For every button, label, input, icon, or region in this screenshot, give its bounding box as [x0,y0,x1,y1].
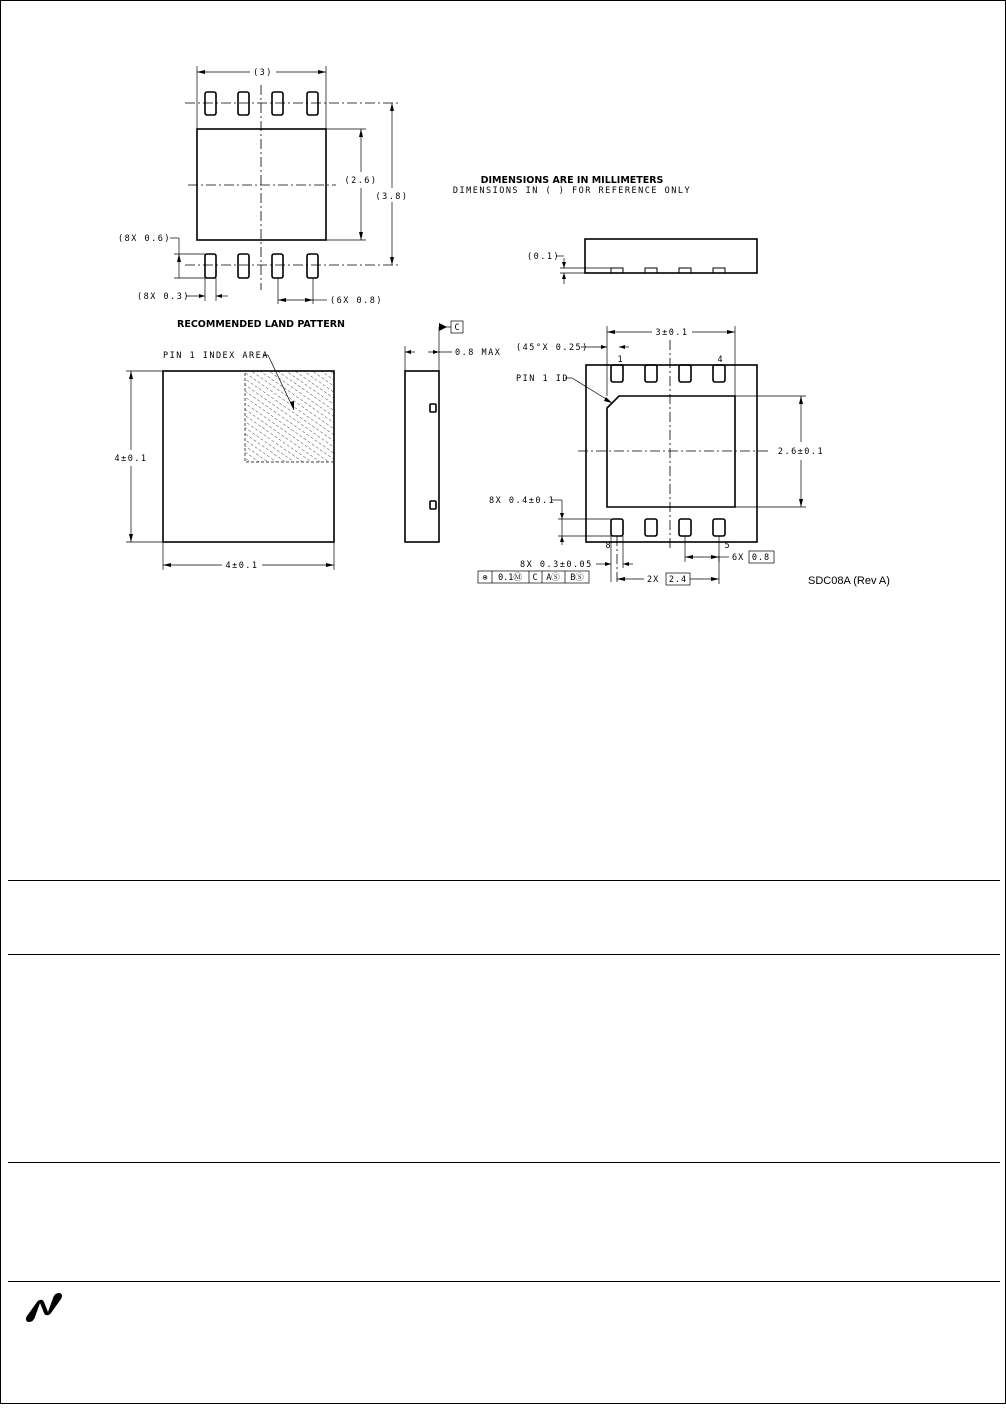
land-pad [272,92,283,115]
land-pad [238,254,249,278]
dim-pin-width: 8X 0.3±0.05 [520,560,593,570]
dim-span-prefix: 2X [647,575,660,585]
top-view [114,351,334,571]
pin1-index-label: PIN 1 INDEX AREA [163,351,269,361]
dim-top-height: 4±0.1 [114,454,148,464]
pin-number-1: 1 [617,355,623,365]
dim-land-pad-height: (2.6) [344,176,378,186]
dim-land-pad-width: (8X 0.3) [137,292,190,302]
tol-datum-a: AⓈ [546,573,560,583]
pin-number-4: 4 [717,355,723,365]
pin [645,519,657,536]
land-pattern-title: RECOMMENDED LAND PATTERN [177,319,345,330]
exposed-pad [607,396,735,507]
package-bottom-outline [586,365,757,542]
tol-datum-b: BⓈ [570,573,584,583]
pin [713,365,725,382]
land-pad [272,254,283,278]
dim-pin-length: 8X 0.4±0.1 [489,496,556,506]
pin-number-8: 8 [605,541,611,551]
side-view [405,321,501,542]
units-note: DIMENSIONS IN ( ) FOR REFERENCE ONLY [452,186,692,196]
land-pad [307,254,318,278]
dim-land-overall: (3.8) [375,192,409,202]
tol-datum-c: C [532,573,538,583]
package-side-outline [405,371,439,542]
pin-number-5: 5 [724,541,730,551]
pin1-index-area [245,371,334,462]
company-logo [26,1293,62,1322]
drawing-id: SDC08A (Rev A) [808,575,890,587]
land-pad [205,254,216,278]
units-title: DIMENSIONS ARE IN MILLIMETERS [480,175,664,186]
pin [713,519,725,536]
page-border [1,1,1006,1404]
dim-span-value: 2.4 [668,575,688,585]
dim-side-height: 0.8 MAX [455,348,502,358]
dim-land-pad-length: (8X 0.6) [118,234,171,244]
bottom-view [478,326,824,585]
dim-standoff: (0.1) [527,252,561,262]
dim-land-width: (3) [253,68,273,78]
dim-pad-width: 3±0.1 [655,328,689,338]
pin [645,365,657,382]
land-pattern-view [118,66,409,330]
tol-value: 0.1Ⓜ [498,573,522,583]
dim-top-width: 4±0.1 [225,561,259,571]
dim-pitch-value: 0.8 [751,553,771,563]
tolerance-frame [478,571,589,583]
chamfer-label: (45°X 0.25) [516,343,589,353]
land-pad [307,92,318,115]
pin [611,365,623,382]
pin1-id-label: PIN 1 ID [516,374,569,384]
dim-land-pitch: (6X 0.8) [330,296,383,306]
dim-pad-height: 2.6±0.1 [777,447,825,457]
datum-c-label: C [454,323,460,333]
land-pad [205,92,216,115]
pin [679,519,691,536]
pin [679,365,691,382]
side-view-profile [527,239,757,284]
dim-pitch-prefix: 6X [732,553,745,563]
tol-position-symbol: ⊕ [482,573,488,583]
pin [611,519,623,536]
land-exposed-pad [197,129,326,240]
land-pad [238,92,249,115]
